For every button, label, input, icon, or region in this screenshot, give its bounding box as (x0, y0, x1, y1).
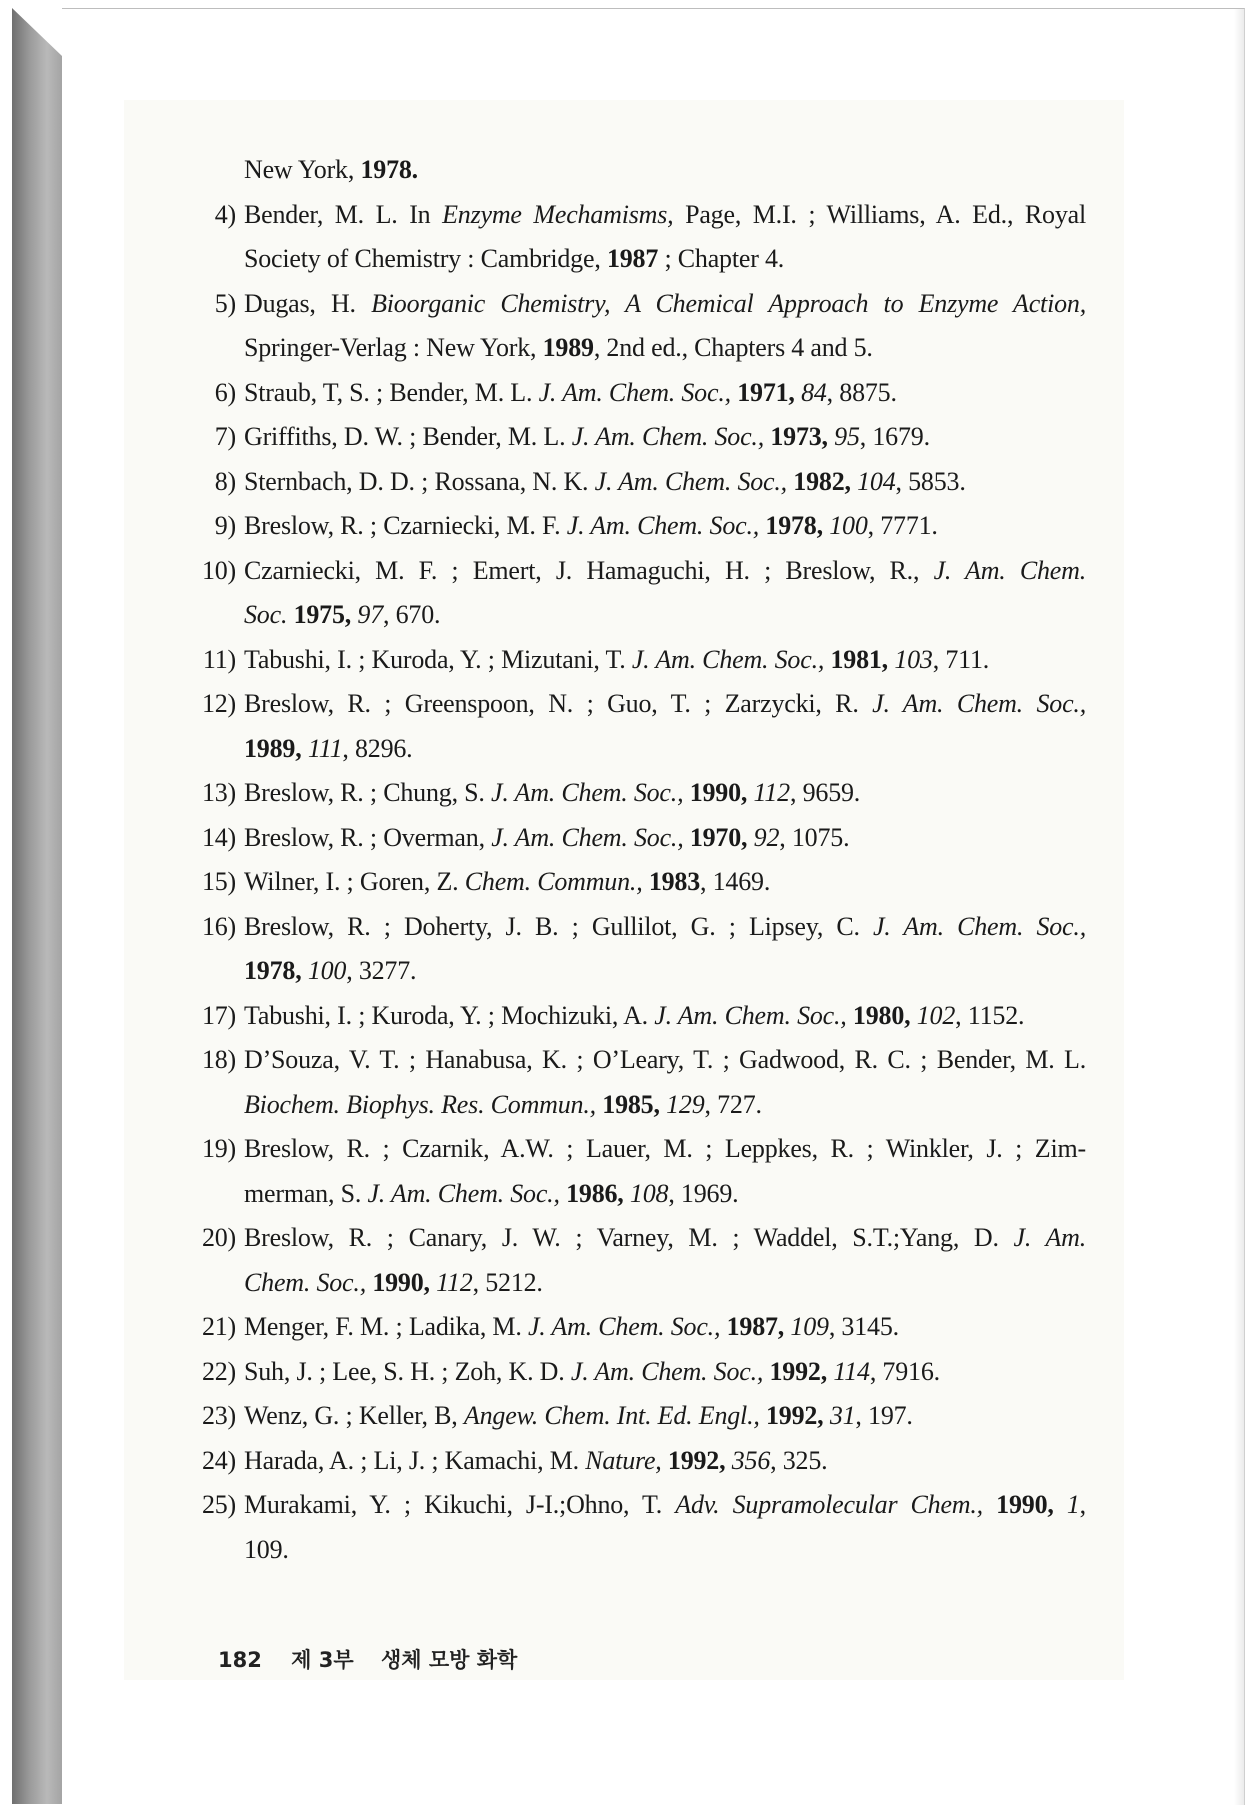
citation-text: , 3145. (828, 1312, 899, 1341)
citation-italic: 31 (829, 1401, 856, 1430)
citation-italic: Chem. Soc., (244, 1267, 366, 1297)
reference-text (244, 682, 1086, 727)
citation-year: 1990, (372, 1267, 430, 1297)
reference-entry (196, 504, 1086, 549)
citation-text: Bender, M. L. In (244, 199, 443, 229)
citation-text: , 1075. (779, 822, 850, 852)
citation-text: , 1469. (700, 867, 771, 896)
reference-number: 17) (201, 1000, 236, 1030)
reference-number: 6) (214, 377, 236, 407)
page-footer (218, 1644, 517, 1674)
citation-italic: 100 (307, 956, 347, 985)
reference-text (244, 549, 1086, 594)
citation-year: 1970, (689, 822, 748, 852)
reference-number: 15) (201, 867, 236, 896)
reference-entry (196, 282, 1086, 327)
reference-number: 8) (214, 466, 236, 496)
reference-number: 11) (202, 644, 236, 674)
reference-number: 24) (201, 1445, 236, 1475)
reference-number: 5) (214, 288, 236, 318)
citation-text: Breslow, R. ; Chung, S. (244, 778, 492, 807)
reference-text (244, 949, 1086, 994)
citation-year: 1973, (770, 422, 828, 451)
citation-text: Tabushi, I. ; Kuroda, Y. ; Mizutani, T. (244, 644, 632, 674)
citation-italic: J. Am. Chem. Soc., (527, 1312, 721, 1341)
reference-number: 22) (201, 1356, 236, 1386)
reference-text (244, 193, 1086, 238)
reference-text (244, 1038, 1086, 1083)
citation-text: Society of Chemistry : Cambridge, (244, 244, 607, 273)
reference-entry (196, 1439, 1086, 1484)
citation-italic: J. Am. Chem. Soc., (631, 644, 825, 674)
citation-year: 1987, (726, 1312, 785, 1341)
citation-italic: 109 (790, 1312, 829, 1341)
reference-entry (196, 371, 1086, 416)
reference-text (244, 994, 1086, 1039)
citation-text: Straub, T, S. ; Bender, M. L. (244, 377, 539, 407)
reference-continuation-line (196, 1083, 1086, 1128)
reference-text (244, 237, 1086, 282)
reference-text (244, 415, 1086, 460)
reference-number: 7) (214, 422, 236, 451)
citation-italic: 100 (829, 511, 868, 540)
citation-text: merman, S. (244, 1178, 368, 1208)
citation-italic: J. Am. Chem. Soc., (538, 377, 731, 407)
citation-italic: Enzyme Mechamisms, (442, 199, 674, 229)
citation-italic: 129 (666, 1089, 705, 1119)
reference-text (244, 1483, 1086, 1528)
citation-italic: Chem. Commun., (464, 867, 643, 896)
citation-text: , 727. (704, 1089, 762, 1119)
citation-year: 1981, (830, 644, 888, 674)
citation-text: Breslow, R. ; Czarnik, A.W. ; Lauer, M. ; Leppkes, R. ; Winkler, J. ; Zim- (244, 1134, 1086, 1163)
reference-number: 25) (201, 1490, 236, 1519)
citation-text: Page, M.I. ; Williams, A. Ed., Royal (673, 199, 1086, 229)
citation-italic: J. Am. Chem. Soc., (654, 1000, 847, 1030)
reference-entry (196, 638, 1086, 683)
citation-italic: J. Am. Chem. Soc., (491, 778, 684, 807)
citation-year: 1980, (852, 1000, 911, 1030)
citation-text: , 7771. (867, 511, 938, 540)
reference-number: 19) (201, 1134, 236, 1163)
reference-entry (196, 1305, 1086, 1350)
reference-entry (196, 860, 1086, 905)
citation-text (1054, 1490, 1067, 1519)
citation-text: Czarniecki, M. F. ; Emert, J. Hamaguchi, H. ; Breslow, R., (244, 555, 934, 585)
reference-number: 9) (214, 511, 236, 540)
citation-italic: Soc. (244, 600, 288, 629)
citation-text: Suh, J. ; Lee, S. H. ; Zoh, K. D. (244, 1356, 571, 1386)
citation-text: Wenz, G. ; Keller, B, (244, 1401, 464, 1430)
reference-list (196, 148, 1086, 1572)
reference-continuation-line (196, 1172, 1086, 1217)
citation-text: , 2nd ed., Chapters 4 and 5. (593, 333, 873, 362)
citation-text: , 1152. (955, 1000, 1025, 1030)
reference-continuation-line (196, 949, 1086, 994)
citation-italic: J. Am. Chem. Soc., (367, 1178, 560, 1208)
citation-text: Harada, A. ; Li, J. ; Kamachi, M. (244, 1445, 586, 1475)
reference-text (244, 460, 1086, 505)
reference-text (244, 326, 1086, 371)
reference-text (244, 860, 1086, 905)
continuation-text (244, 148, 1086, 193)
citation-italic: J. Am. Chem. Soc., (570, 1356, 764, 1386)
reference-number: 4) (214, 199, 236, 229)
reference-continuation-line (196, 727, 1086, 772)
citation-year: 1971, (737, 377, 795, 407)
citation-italic: 111 (307, 733, 343, 763)
citation-year: 1990, (689, 778, 748, 807)
reference-text (244, 504, 1086, 549)
citation-italic: J. Am. Chem. Soc., (872, 911, 1087, 941)
reference-text (244, 1083, 1086, 1128)
continuation-publisher: New York, (244, 155, 361, 184)
reference-entry (196, 994, 1086, 1039)
reference-entry (196, 1350, 1086, 1395)
reference-text (244, 905, 1086, 950)
reference-text (244, 1305, 1086, 1350)
citation-text: Wilner, I. ; Goren, Z. (244, 867, 465, 896)
citation-text: , 5212. (472, 1267, 543, 1297)
reference-continuation-line (196, 1528, 1086, 1573)
citation-italic: Adv. Supramolecular Chem., (675, 1490, 983, 1519)
reference-entry (196, 816, 1086, 861)
citation-text (983, 1490, 996, 1519)
running-title-chapter: 생체 모방 화학 (380, 1648, 518, 1672)
reference-text (244, 1528, 1086, 1573)
reference-continuation-line (196, 237, 1086, 282)
citation-year: 1975, (293, 600, 352, 629)
citation-text: , 1969. (668, 1178, 739, 1208)
citation-text: , 197. (855, 1401, 913, 1430)
citation-text: , 5853. (895, 466, 966, 496)
citation-italic: J. Am. (1013, 1223, 1087, 1252)
citation-italic: 95 (834, 422, 860, 451)
citation-year: 1978, (765, 511, 823, 540)
citation-text: Breslow, R. ; Overman, (244, 822, 492, 852)
citation-year: 1992, (765, 1401, 824, 1430)
citation-text: , 8875. (826, 377, 897, 407)
citation-text: Murakami, Y. ; Kikuchi, J-I.;Ohno, T. (244, 1490, 676, 1519)
reference-text (244, 1394, 1086, 1439)
citation-text: , 9659. (790, 778, 861, 807)
reference-continuation-line (196, 326, 1086, 371)
reference-text (244, 593, 1086, 638)
reference-entry (196, 549, 1086, 594)
citation-italic: 108 (629, 1178, 669, 1208)
reference-entries (196, 193, 1086, 1573)
reference-continuation-line (196, 593, 1086, 638)
reference-continuation-line (196, 1261, 1086, 1306)
citation-year: 1992, (667, 1445, 726, 1475)
reference-entry (196, 905, 1086, 950)
citation-italic: J. Am. Chem. Soc., (872, 689, 1087, 718)
citation-text: , 711. (932, 644, 990, 674)
reference-number: 20) (201, 1223, 236, 1252)
reference-number: 21) (201, 1312, 236, 1341)
citation-text: Breslow, R. ; Doherty, J. B. ; Gullilot, G. ; Lipsey, C. (244, 911, 873, 941)
citation-italic: 102 (916, 1000, 956, 1030)
reference-entry (196, 1127, 1086, 1172)
citation-text: Menger, F. M. ; Ladika, M. (244, 1312, 528, 1341)
citation-year: 1989, (244, 733, 302, 763)
reference-entry (196, 1216, 1086, 1261)
citation-text: , 3277. (346, 956, 417, 985)
reference-text (244, 371, 1086, 416)
reference-text (244, 816, 1086, 861)
reference-entry (196, 193, 1086, 238)
citation-italic: J. Am. Chem. Soc., (491, 822, 684, 852)
citation-italic: 112 (753, 778, 790, 807)
citation-text: , 670. (383, 600, 441, 629)
continuation-line (196, 148, 1086, 193)
reference-number: 14) (201, 822, 236, 852)
citation-text: D’Souza, V. T. ; Hanabusa, K. ; O’Leary, T. ; Gadwood, R. C. ; Bender, M. L. (244, 1045, 1086, 1074)
citation-italic: 104 (857, 466, 896, 496)
reference-text (244, 1216, 1086, 1261)
citation-year: 1978, (244, 956, 302, 985)
reference-entry (196, 460, 1086, 505)
citation-italic: Bioorganic Chemistry, A Chemical Approach to Enzyme Action, (371, 288, 1086, 318)
citation-text: Tabushi, I. ; Kuroda, Y. ; Mochizuki, A. (244, 1000, 655, 1030)
citation-italic: Biochem. Biophys. Res. Commun., (244, 1089, 596, 1119)
reference-text (244, 1172, 1086, 1217)
citation-text: Breslow, R. ; Greenspoon, N. ; Guo, T. ; Zarzycki, R. (244, 689, 873, 718)
citation-italic: Nature, (585, 1445, 662, 1475)
citation-year: 1987 (606, 244, 659, 273)
citation-text: , 8296. (342, 733, 413, 763)
reference-text (244, 1261, 1086, 1306)
reference-number: 12) (201, 689, 236, 718)
reference-entry (196, 771, 1086, 816)
citation-italic: J. Am. Chem. (933, 555, 1086, 585)
citation-text: Breslow, R. ; Czarniecki, M. F. (244, 511, 567, 540)
reference-entry (196, 415, 1086, 460)
running-title-part: 제 3부 (291, 1648, 354, 1672)
reference-number: 10) (201, 555, 236, 585)
reference-text (244, 727, 1086, 772)
reference-text (244, 638, 1086, 683)
citation-italic: 97 (357, 600, 383, 629)
reference-text (244, 771, 1086, 816)
reference-entry (196, 1394, 1086, 1439)
citation-year: 1983 (648, 867, 701, 896)
reference-text (244, 1439, 1086, 1484)
reference-text (244, 282, 1086, 327)
reference-number: 18) (201, 1045, 236, 1074)
reference-entry (196, 1038, 1086, 1083)
reference-text (244, 1127, 1086, 1172)
citation-year: 1986, (566, 1178, 624, 1208)
citation-year: 1985, (602, 1089, 660, 1119)
reference-number: 13) (201, 778, 236, 807)
citation-text: Griffiths, D. W. ; Bender, M. L. (244, 422, 572, 451)
citation-italic: J. Am. Chem. Soc., (566, 511, 760, 540)
page-edge-shadow (1234, 9, 1244, 1805)
reference-number: 23) (201, 1401, 236, 1430)
citation-text: , 1679. (859, 422, 930, 451)
citation-italic: 103 (894, 644, 933, 674)
citation-italic: 114 (833, 1356, 870, 1386)
citation-italic: 112 (436, 1267, 473, 1297)
citation-text: Breslow, R. ; Canary, J. W. ; Varney, M. ; Waddel, S.T.;Yang, D. (244, 1223, 1014, 1252)
citation-year: 1990, (996, 1490, 1054, 1519)
citation-text: , 325. (770, 1445, 828, 1475)
citation-italic: 1 (1066, 1490, 1080, 1519)
citation-text: 109. (244, 1534, 289, 1564)
reference-text (244, 1350, 1086, 1395)
citation-year: 1989 (542, 333, 594, 362)
citation-year: 1982, (793, 466, 851, 496)
citation-year: 1992, (769, 1356, 828, 1386)
citation-italic: 84 (801, 377, 827, 407)
reference-entry (196, 682, 1086, 727)
citation-text: , (1079, 1490, 1086, 1519)
citation-text: ; Chapter 4. (658, 244, 785, 273)
continuation-year: 1978. (360, 155, 418, 184)
citation-italic: 92 (753, 822, 780, 852)
reference-number: 16) (201, 911, 236, 941)
page-number: 182 (218, 1648, 262, 1672)
citation-text: Sternbach, D. D. ; Rossana, N. K. (244, 466, 595, 496)
citation-italic: 356 (731, 1445, 771, 1475)
book-spine (12, 8, 62, 1804)
reference-entry (196, 1483, 1086, 1528)
citation-italic: Angew. Chem. Int. Ed. Engl., (463, 1401, 760, 1430)
citation-italic: J. Am. Chem. Soc., (571, 422, 765, 451)
citation-text: Springer-Verlag : New York, (244, 333, 543, 362)
citation-text: , 7916. (869, 1356, 940, 1386)
citation-italic: J. Am. Chem. Soc., (594, 466, 787, 496)
citation-text: Dugas, H. (244, 288, 372, 318)
